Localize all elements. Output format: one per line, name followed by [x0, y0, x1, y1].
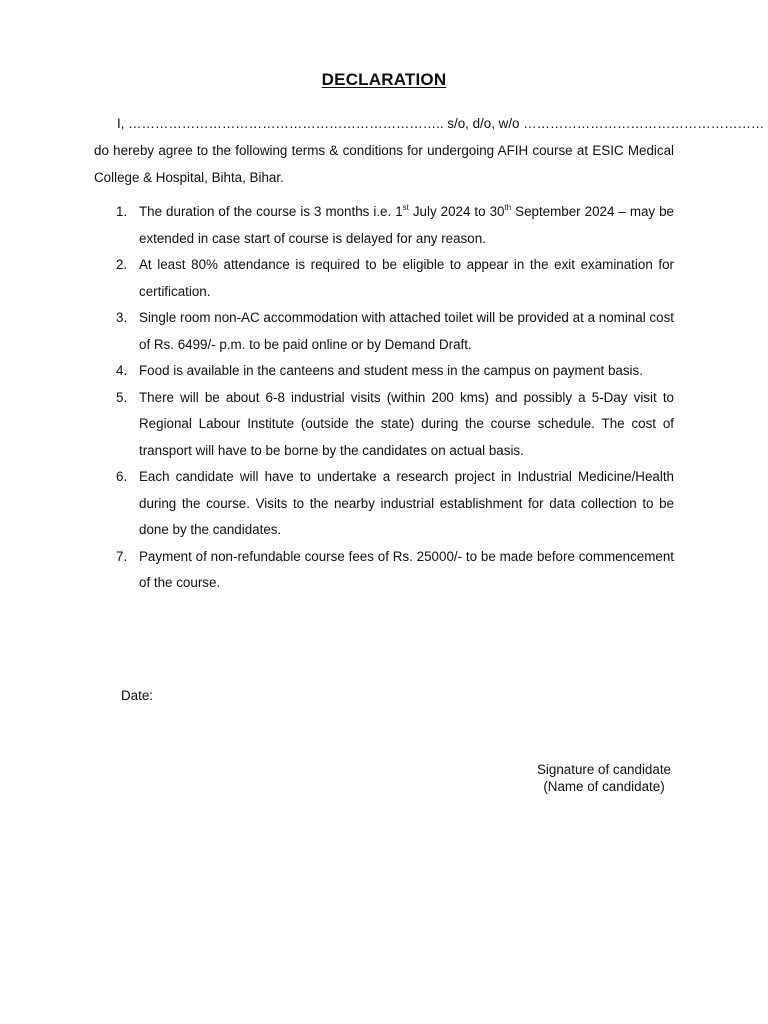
document-title: DECLARATION	[321, 70, 447, 89]
term-text: Food is available in the canteens and student mess in the campus on payment basis.	[139, 363, 643, 378]
term-text	[139, 204, 674, 246]
term-number: 3.	[116, 310, 128, 325]
term-number: 1.	[116, 204, 128, 219]
term-number: 7.	[116, 548, 128, 564]
intro-line-2: do hereby agree to the following terms & conditions for undergoing AFIH course at ESIC Medical College & Hospital, Bihta, Bihar.	[94, 143, 674, 185]
term-text: At least 80% attendance is required to be eligible to appear in the exit examination for certification.	[139, 257, 674, 299]
term-number: 5.	[116, 389, 128, 405]
term-item-5	[94, 385, 674, 465]
term-text-part: July 2024 to 30	[408, 204, 505, 219]
date-label: Date:	[121, 688, 154, 703]
signature-block	[500, 761, 708, 795]
term-item-4	[94, 358, 674, 385]
ordinal-suffix: st	[402, 203, 409, 212]
term-item-1	[94, 199, 674, 252]
ordinal-suffix: th	[504, 203, 512, 212]
term-number: 4.	[116, 363, 128, 378]
candidate-name-label: (Name of candidate)	[543, 779, 665, 794]
term-number: 2.	[116, 257, 128, 272]
term-number: 6.	[116, 469, 128, 484]
term-text-part: September 2024 – may be extended in case start of course is delayed for any reason.	[139, 204, 675, 246]
intro-paragraph	[94, 110, 765, 191]
terms-list	[94, 199, 674, 597]
term-item-6	[94, 464, 674, 544]
term-item-3	[94, 305, 674, 358]
term-item-2	[94, 252, 674, 305]
term-item-7	[94, 544, 674, 597]
term-text: There will be about 6-8 industrial visits (within 200 kms) and possibly a 5-Day visit to Regional Labour Institute (outside the state) during the course schedule. The cost of transport will have to be borne by the candidates on actual basis.	[139, 389, 674, 458]
term-text: Each candidate will have to undertake a research project in Industrial Medicine/Health during the course. Visits to the nearby industrial establishment for data collection to be done by the candidates.	[139, 469, 674, 537]
term-text: Single room non-AC accommodation with attached toilet will be provided at a nominal cost of Rs. 6499/- p.m. to be paid online or by Demand Draft.	[139, 310, 674, 352]
term-text: Payment of non-refundable course fees of Rs. 25000/- to be made before commencement of the course.	[139, 548, 674, 590]
intro-line-1: I, …………………………………………………………….. s/o, d/o, w/o ………………………………………………	[117, 116, 765, 131]
term-text-part: The duration of the course is 3 months i.e. 1	[139, 204, 403, 219]
signature-label: Signature of candidate	[536, 762, 671, 777]
